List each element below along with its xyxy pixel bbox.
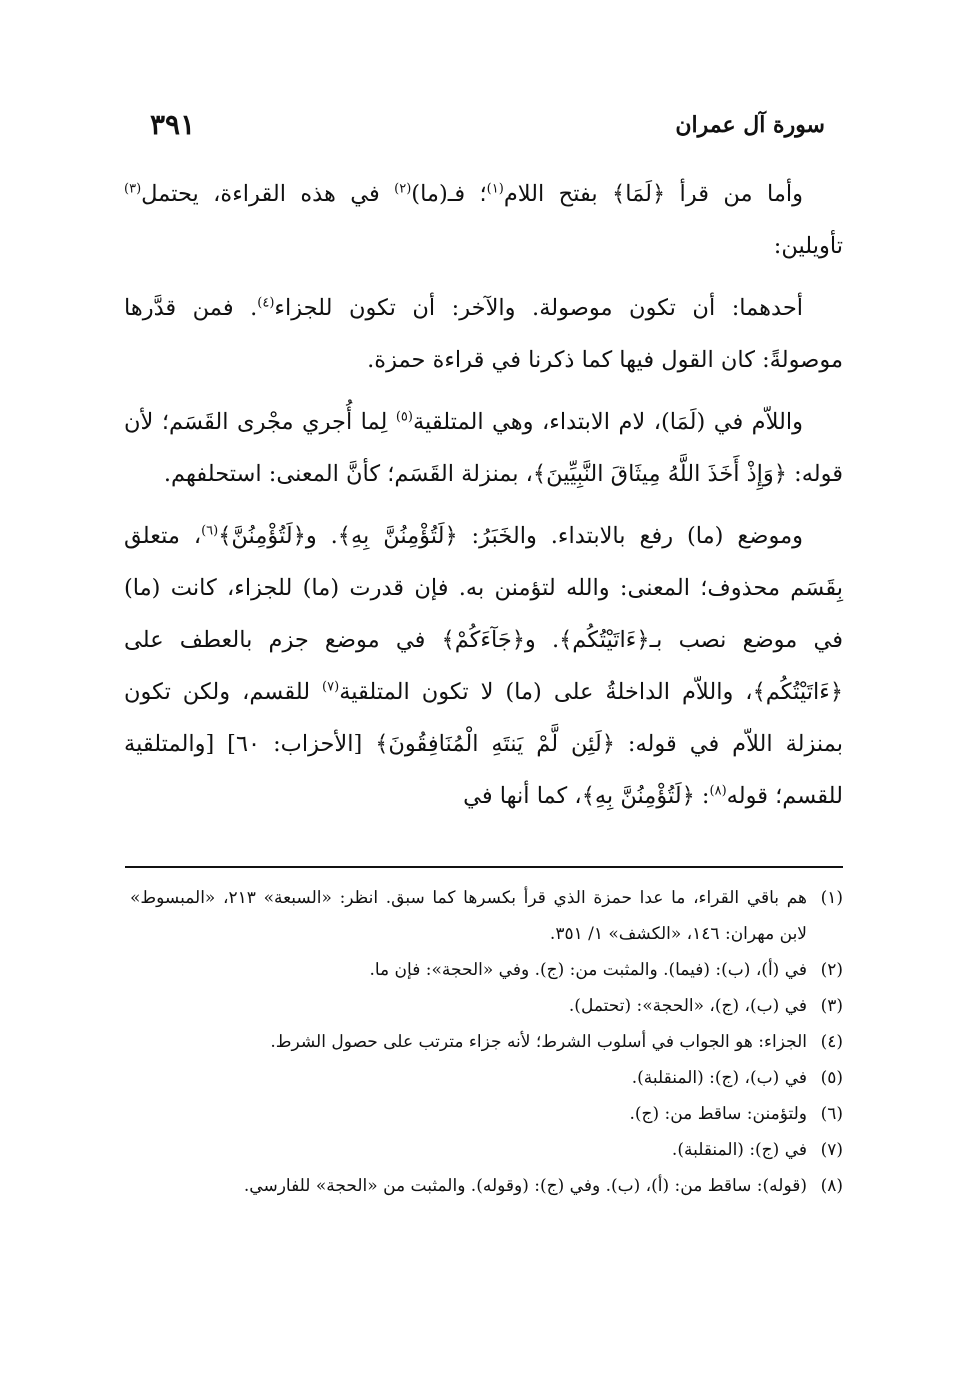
paragraph-4 xyxy=(124,510,843,822)
quran-quote: ﴿جَآءَكُمْ﴾ xyxy=(441,627,525,653)
footnote-item xyxy=(130,1096,843,1132)
text-run: في موضع جزم بالعطف على xyxy=(124,627,442,653)
footnotes xyxy=(130,880,843,1204)
footnote-divider xyxy=(125,866,843,868)
footnote-ref-3[interactable]: (٣) xyxy=(124,181,142,197)
text-run: . فمن قدَّرها موصولةً: كان القول فيها كما ذكرنا في قراءة حمزة. xyxy=(124,295,843,373)
main-text xyxy=(124,168,843,832)
text-run: ، متعلق بِقَسَم محذوف؛ المعنى: والله لتؤمنن به. فإن قدرت (ما) للجزاء، كانت (ما) في موضع نصب بـ xyxy=(124,523,844,653)
footnote-ref-6[interactable]: (٦) xyxy=(201,523,219,539)
footnote-item xyxy=(130,880,843,952)
page-header xyxy=(150,108,825,141)
surah-title: سورة آل عمران xyxy=(675,111,825,138)
footnote-ref-7[interactable]: (٧) xyxy=(322,679,340,695)
text-run: بفتح اللام xyxy=(503,181,613,207)
text-run: ، كما أنها في xyxy=(463,783,582,809)
text-run: . و xyxy=(305,523,338,549)
footnote-number: (٧) xyxy=(820,1140,843,1160)
text-run: [الأحزاب: ٦٠] [والمتلقية للقسم؛ قوله xyxy=(124,731,843,809)
footnote-number: (١) xyxy=(820,888,843,908)
footnote-text: في (ب)، (ج): (المنقلبة). xyxy=(631,1068,807,1088)
footnote-item xyxy=(130,1060,843,1096)
text-run: . و xyxy=(524,627,560,653)
paragraph-1 xyxy=(124,168,843,272)
text-run: : xyxy=(694,783,710,809)
text-run: واللاّم في (لَمَا)، لام الابتداء، وهي المتلقية xyxy=(412,409,803,435)
footnote-number: (٤) xyxy=(820,1032,843,1052)
footnote-number: (٥) xyxy=(820,1068,843,1088)
footnote-text: هم باقي القراء، ما عدا حمزة الذي قرأ بكسرها كما سبق. انظر: «السبعة» ٢١٣، «المبسوط» لابن مهران: ١٤٦، «الكشف» ١/ ٣٥١. xyxy=(130,888,807,944)
paragraph-2 xyxy=(124,282,843,386)
text-run: ؛ فـ(ما) xyxy=(411,181,487,207)
footnote-text: ولتؤمنن: ساقط من: (ج). xyxy=(629,1104,807,1124)
footnote-ref-4[interactable]: (٤) xyxy=(257,295,275,311)
quran-quote: ﴿ءَاتَيْتُكُم﴾ xyxy=(559,627,650,653)
footnote-text: في (ج): (المنقلبة). xyxy=(671,1140,807,1160)
text-run: في هذه القراءة، يحتمل xyxy=(141,181,395,207)
footnote-number: (٢) xyxy=(820,960,843,980)
text-run: ، واللاّم الداخلةُ على (ما) لا تكون المتلقية xyxy=(339,679,753,705)
footnote-item xyxy=(130,1024,843,1060)
footnote-item xyxy=(130,1132,843,1168)
quran-quote: ﴿لَتُؤْمِنُنَّ﴾ xyxy=(218,523,306,549)
footnote-text: في (ب)، (ج)، «الحجة»: (تحتمل). xyxy=(568,996,807,1016)
footnote-ref-8[interactable]: (٨) xyxy=(709,783,727,799)
footnote-number: (٣) xyxy=(820,996,843,1016)
footnote-item xyxy=(130,1168,843,1204)
quran-quote: ﴿لَئِن لَّمْ يَنتَهِ الْمُنَافِقُونَ﴾ xyxy=(375,731,615,757)
text-run: ، بمنزلة القَسَم؛ كأنَّ المعنى: استحلفهم. xyxy=(163,461,533,487)
quran-quote: ﴿لَتُؤْمِنُنَّ بِهِ﴾ xyxy=(581,783,695,809)
text-run: لِما أُجري مجْرى القَسَم؛ لأن قوله: xyxy=(124,409,843,487)
quran-quote: ﴿وَإِذْ أَخَذَ اللَّهُ مِيثَاقَ النَّبِيِّينَ﴾ xyxy=(532,461,787,487)
footnote-item xyxy=(130,952,843,988)
text-run: وموضع (ما) رفع بالابتداء. والخَبَرُ: xyxy=(457,523,803,549)
quran-quote: ﴿ءَاتَيْتُكُم﴾ xyxy=(752,679,844,705)
footnote-ref-1[interactable]: (١) xyxy=(486,181,504,197)
text-run: تأويلين: xyxy=(773,233,843,259)
text-run: للقسم، ولكن تكون بمنزلة اللاّم في قوله: xyxy=(124,679,843,757)
text-run: أحدهما: أن تكون موصولة. والآخر: أن تكون للجزاء xyxy=(274,295,804,321)
footnote-text: في (أ)، (ب): (فيما). والمثبت من: (ج). وفي «الحجة»: فإن ما. xyxy=(369,960,807,980)
footnote-text: الجزاء: هو الجواب في أسلوب الشرط؛ لأنه جزاء مترتب على حصول الشرط. xyxy=(270,1032,807,1052)
quran-quote: ﴿لَتُؤْمِنُنَّ بِهِ﴾ xyxy=(337,523,458,549)
footnote-item xyxy=(130,988,843,1024)
quran-quote: ﴿لَمَا﴾ xyxy=(612,181,666,207)
footnote-number: (٨) xyxy=(820,1176,843,1196)
page-number: ٣٩١ xyxy=(150,108,196,141)
text-run: وأما من قرأ xyxy=(665,181,803,207)
footnote-ref-2[interactable]: (٢) xyxy=(394,181,412,197)
footnote-ref-5[interactable]: (٥) xyxy=(395,409,413,425)
footnote-number: (٦) xyxy=(820,1104,843,1124)
footnote-text: (قوله): ساقط من: (أ)، (ب). وفي (ج): (وقوله). والمثبت من «الحجة» للفارسي. xyxy=(243,1176,807,1196)
paragraph-3 xyxy=(124,396,843,500)
